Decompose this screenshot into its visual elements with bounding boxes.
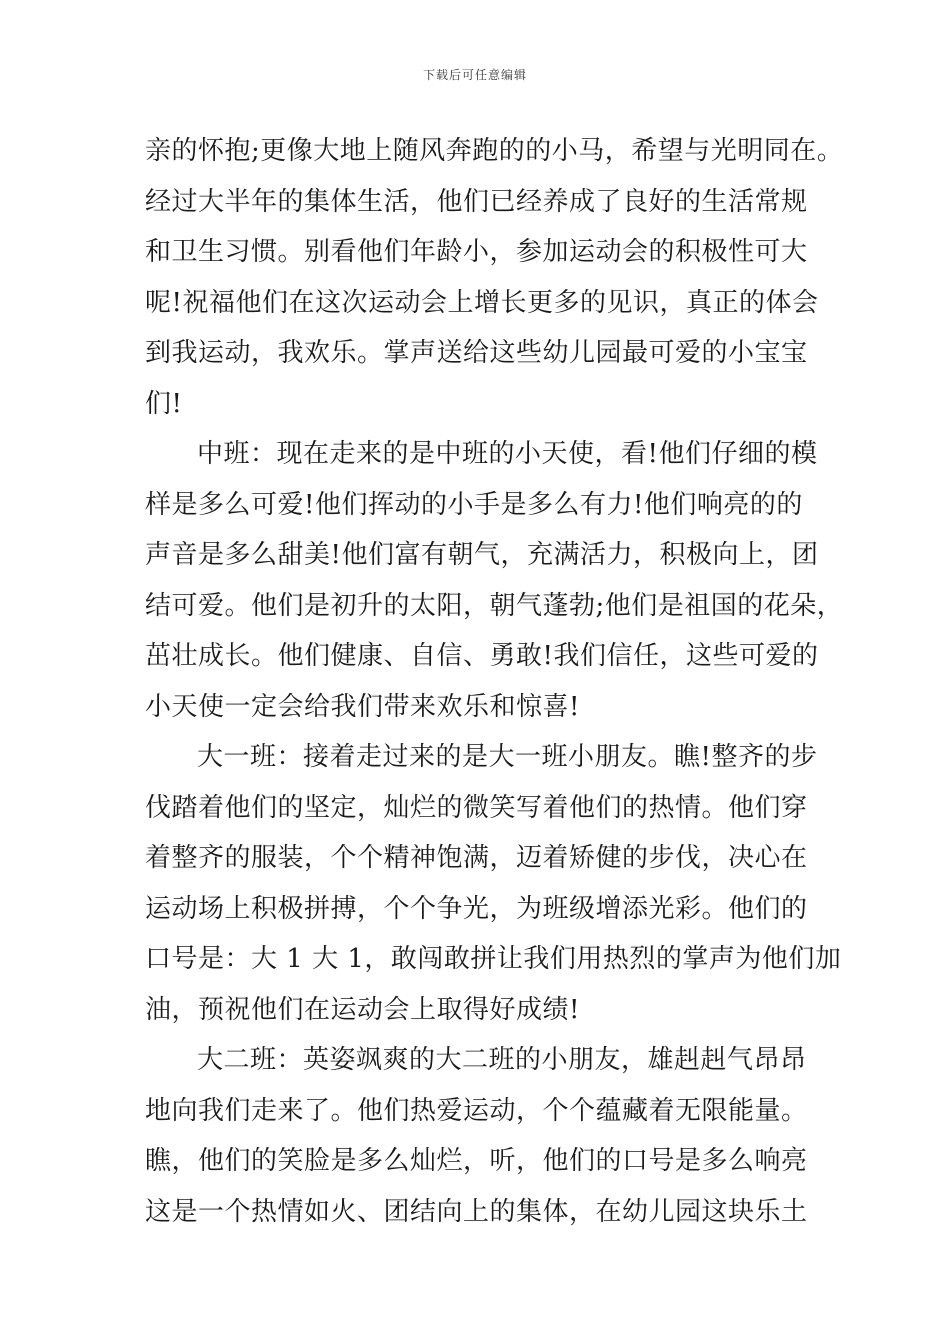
paragraph-start-line: 大一班：接着走过来的是大一班小朋友。瞧!整齐的步 — [197, 742, 818, 772]
paragraph-start-line: 大二班：英姿飒爽的大二班的小朋友，雄赳赳气昂昂 — [197, 1045, 807, 1075]
page-header: 下载后可任意编辑 — [422, 68, 527, 82]
text-line: 运动场上积极拼搏，个个争光，为班级增添光彩。他们的 — [145, 893, 808, 924]
text-line: 这是一个热情如火、团结向上的集体，在幼儿园这块乐土 — [145, 1196, 808, 1227]
text-line: 声音是多么甜美!他们富有朝气，充满活力，积极向上，团 — [145, 540, 819, 570]
text-line: 到我运动，我欢乐。掌声送给这些幼儿园最可爱的小宝宝 — [145, 338, 808, 368]
text-line: 们! — [145, 388, 183, 419]
text-line: 着整齐的服装，个个精神饱满，迈着矫健的步伐，决心在 — [145, 843, 808, 873]
text-line: 呢!祝福他们在这次运动会上增长更多的见识，真正的体会 — [145, 287, 819, 318]
text-line: 茁壮成长。他们健康、自信、勇敢!我们信任，这些可爱的 — [145, 641, 819, 671]
paragraph-start-line: 中班：现在走来的是中班的小天使，看!他们仔细的模 — [197, 439, 818, 469]
text-line: 小天使一定会给我们带来欢乐和惊喜! — [145, 691, 580, 722]
text-line: 伐踏着他们的坚定，灿烂的微笑写着他们的热情。他们穿 — [145, 792, 808, 823]
text-line: 亲的怀抱;更像大地上随风奔跑的的小马，希望与光明同在。 — [145, 136, 844, 166]
text-line: 经过大半年的集体生活，他们已经养成了良好的生活常规 — [145, 186, 808, 217]
text-line: 结可爱。他们是初升的太阳，朝气蓬勃;他们是祖国的花朵， — [145, 590, 844, 621]
body-text — [145, 126, 844, 1237]
text-line: 样是多么可爱!他们挥动的小手是多么有力!他们响亮的的 — [145, 489, 803, 520]
text-line: 和卫生习惯。别看他们年龄小，参加运动会的积极性可大 — [145, 237, 808, 267]
text-line: 地向我们走来了。他们热爱运动，个个蕴藏着无限能量。 — [145, 1095, 808, 1126]
text-line: 口号是：大 1 大 1，敢闯敢拼让我们用热烈的掌声为他们加 — [145, 944, 842, 974]
text-line: 瞧，他们的笑脸是多么灿烂，听，他们的口号是多么响亮 — [145, 1146, 808, 1176]
text-line: 油，预祝他们在运动会上取得好成绩! — [145, 994, 580, 1025]
